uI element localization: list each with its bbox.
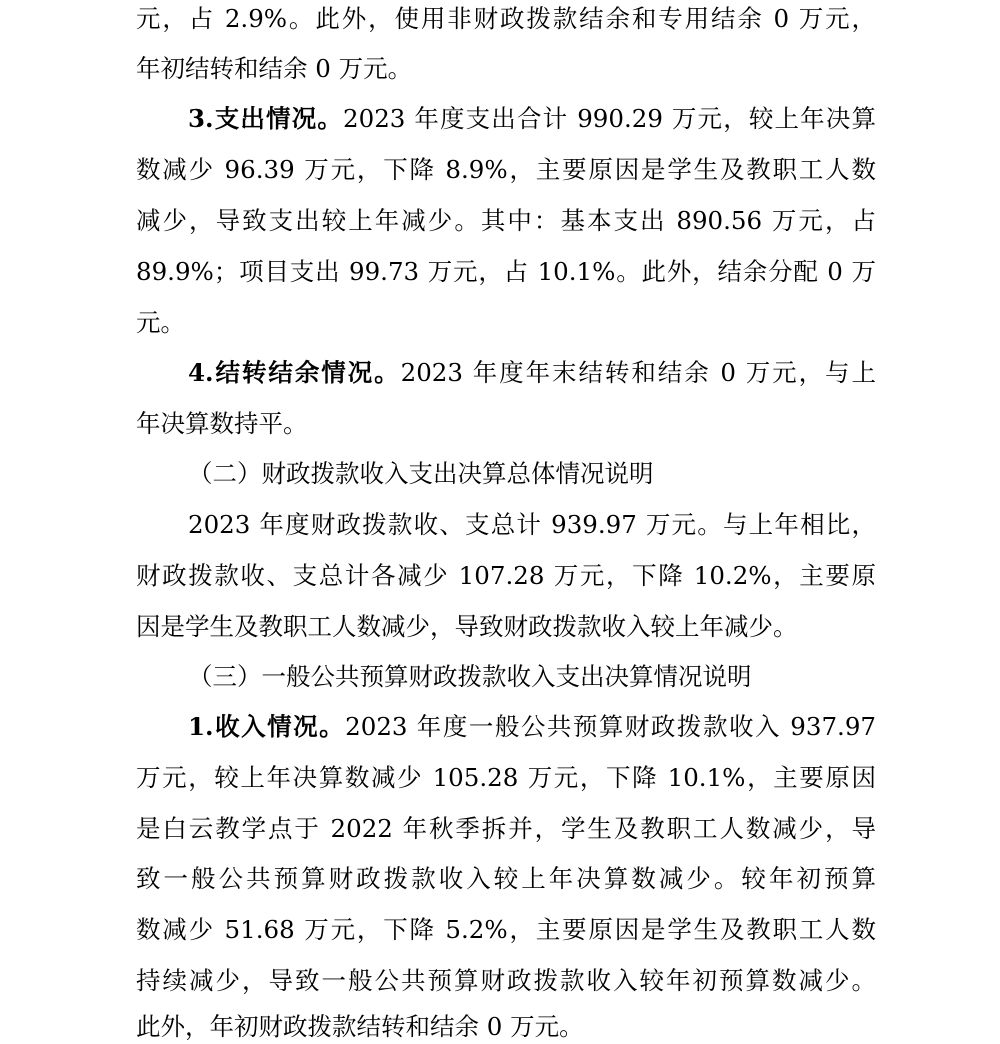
paragraph-line: 减少，导致支出较上年减少。其中：基本支出 890.56 万元，占 <box>136 206 876 235</box>
paragraph-line: 万元，较上年决算数减少 105.28 万元，下降 10.1%，主要原因 <box>136 763 876 792</box>
section-heading: 4.结转结余情况。 <box>188 358 401 387</box>
paragraph-line: 致一般公共预算财政拨款收入较上年决算数减少。较年初预算 <box>136 864 876 893</box>
paragraph-line: 年初结转和结余 0 万元。 <box>136 54 413 83</box>
paragraph-line: 财政拨款收、支总计各减少 107.28 万元，下降 10.2%，主要原 <box>136 561 876 590</box>
paragraph-line: 因是学生及教职工人数减少，导致财政拨款收入较上年减少。 <box>136 612 798 641</box>
paragraph-line: 数减少 96.39 万元，下降 8.9%，主要原因是学生及教职工人数 <box>136 155 876 184</box>
subsection-title: （三）一般公共预算财政拨款收入支出决算情况说明 <box>188 662 752 691</box>
paragraph-line: 持续减少，导致一般公共预算财政拨款收入较年初预算数减少。 <box>136 966 876 995</box>
subsection-title: （二）财政拨款收入支出决算总体情况说明 <box>188 459 654 488</box>
paragraph-line: 是白云教学点于 2022 年秋季拆并，学生及教职工人数减少，导 <box>136 814 876 843</box>
paragraph-line: 元。 <box>136 308 185 337</box>
paragraph-line: 3.支出情况。2023 年度支出合计 990.29 万元，较上年决算 <box>188 104 876 133</box>
section-heading: 1.收入情况。 <box>188 712 346 741</box>
paragraph-line: 数减少 51.68 万元，下降 5.2%，主要原因是学生及教职工人数 <box>136 915 876 944</box>
paragraph-line: 4.结转结余情况。2023 年度年末结转和结余 0 万元，与上 <box>188 358 876 387</box>
paragraph-line: 年决算数持平。 <box>136 409 308 438</box>
paragraph-line: 元，占 2.9%。此外，使用非财政拨款结余和专用结余 0 万元， <box>136 4 876 33</box>
section-heading: 3.支出情况。 <box>188 104 344 133</box>
paragraph-line: 2023 年度财政拨款收、支总计 939.97 万元。与上年相比， <box>188 510 876 539</box>
paragraph-line: 1.收入情况。2023 年度一般公共预算财政拨款收入 937.97 <box>188 712 877 741</box>
paragraph-line: 此外，年初财政拨款结转和结余 0 万元。 <box>136 1012 584 1041</box>
paragraph-line: 89.9%；项目支出 99.73 万元，占 10.1%。此外，结余分配 0 万 <box>136 257 876 286</box>
